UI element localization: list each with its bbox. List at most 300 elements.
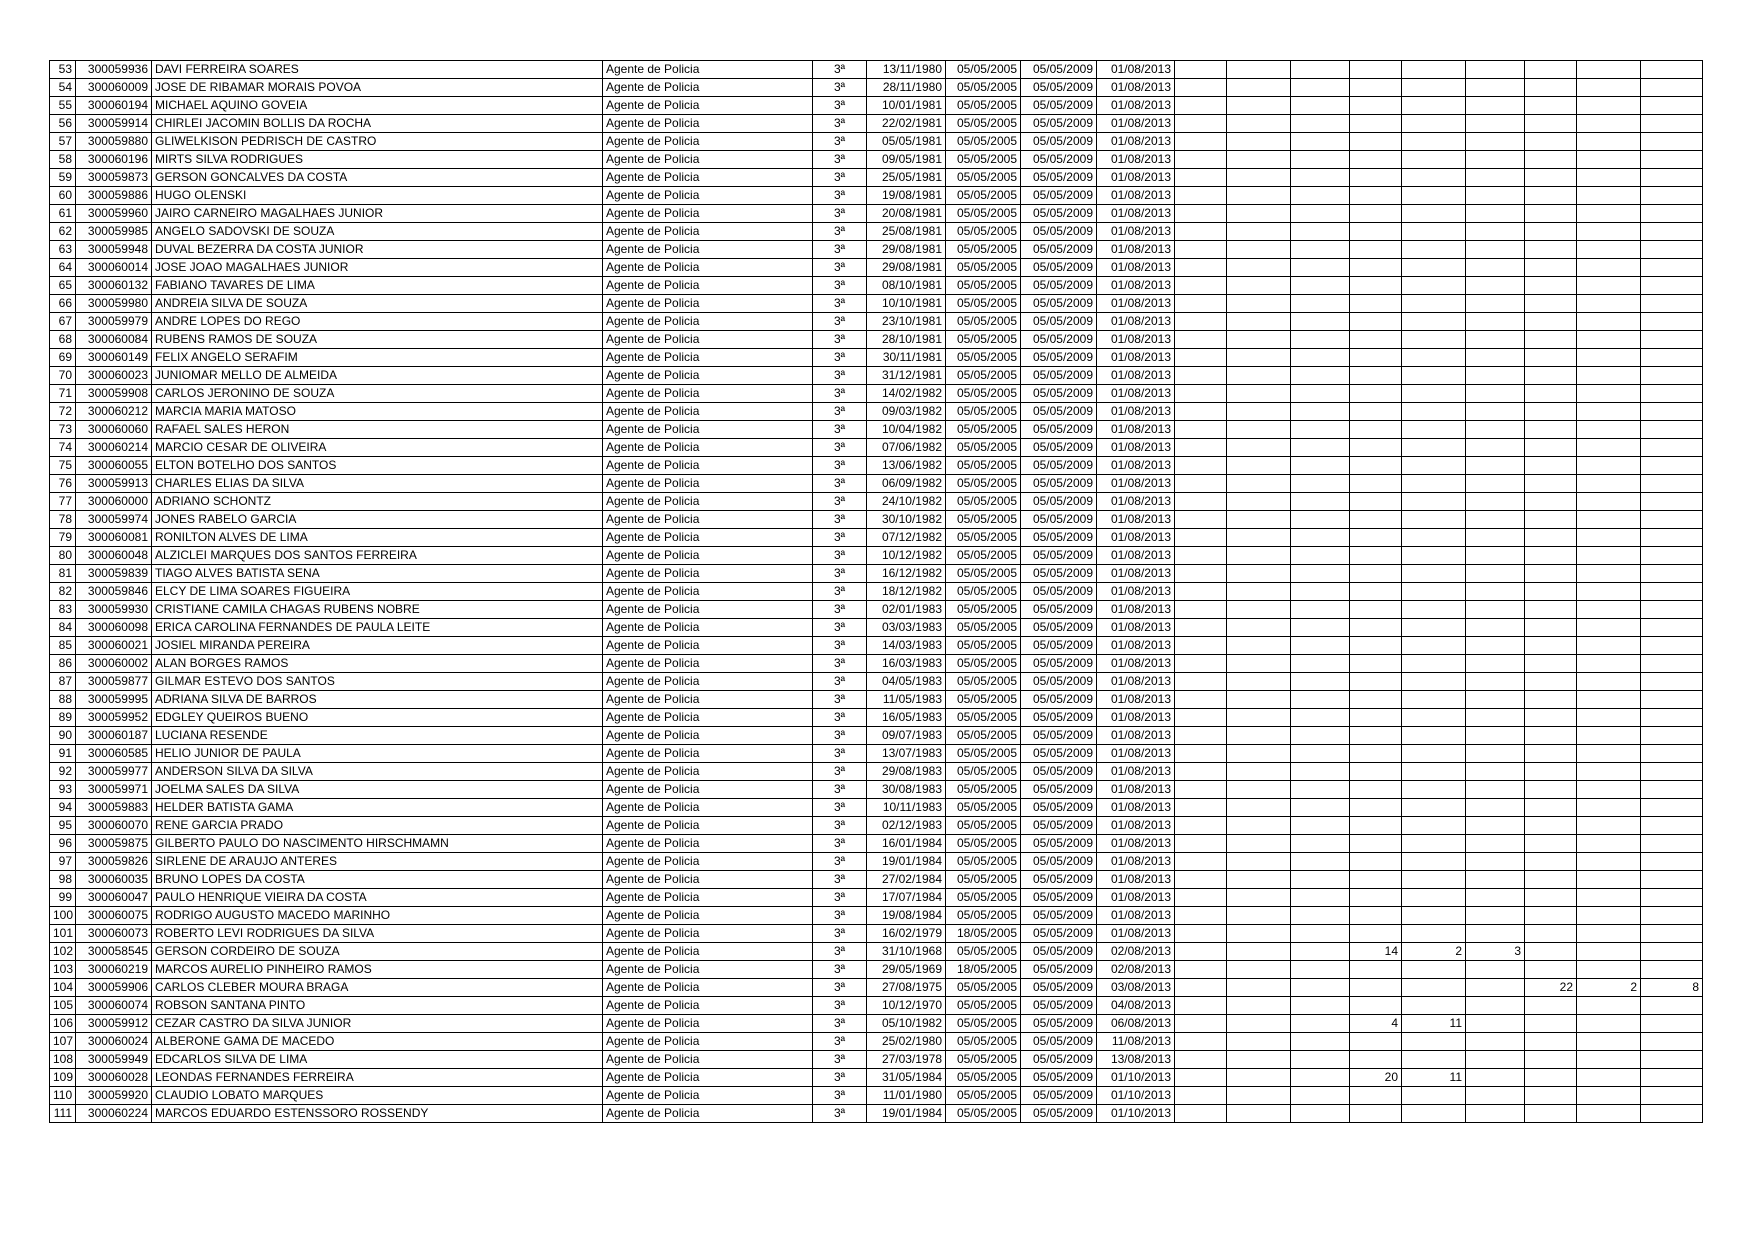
position-cell: Agente de Policia	[603, 853, 813, 871]
extra-col-8-cell	[1577, 223, 1641, 241]
registration-number-cell: 300059880	[76, 133, 152, 151]
registration-number-cell: 300058545	[76, 943, 152, 961]
position-cell: Agente de Policia	[603, 313, 813, 331]
extra-col-4-cell	[1350, 1051, 1402, 1069]
extra-col-6-cell	[1466, 781, 1525, 799]
class-cell: 3ª	[813, 133, 867, 151]
extra-col-9-cell	[1641, 61, 1703, 79]
date-2009-cell: 05/05/2009	[1021, 565, 1097, 583]
extra-col-8-cell	[1577, 1051, 1641, 1069]
extra-col-7-cell	[1525, 511, 1577, 529]
date-2013-cell: 01/10/2013	[1097, 1069, 1175, 1087]
extra-col-3-cell	[1291, 763, 1350, 781]
admission-date-cell: 05/05/2005	[946, 529, 1021, 547]
class-cell: 3ª	[813, 637, 867, 655]
extra-col-8-cell	[1577, 313, 1641, 331]
extra-col-1-cell	[1175, 889, 1227, 907]
employee-name-cell: CEZAR CASTRO DA SILVA JUNIOR	[152, 1015, 603, 1033]
registration-number-cell: 300059949	[76, 1051, 152, 1069]
extra-col-9-cell	[1641, 925, 1703, 943]
extra-col-8-cell	[1577, 763, 1641, 781]
extra-col-4-cell	[1350, 133, 1402, 151]
registration-number-cell: 300060047	[76, 889, 152, 907]
date-2009-cell: 05/05/2009	[1021, 691, 1097, 709]
row-number-cell: 69	[50, 349, 76, 367]
employee-name-cell: DAVI FERREIRA SOARES	[152, 61, 603, 79]
date-2009-cell: 05/05/2009	[1021, 907, 1097, 925]
extra-col-8-cell	[1577, 637, 1641, 655]
birth-date-cell: 09/07/1983	[867, 727, 946, 745]
extra-col-1-cell	[1175, 475, 1227, 493]
extra-col-7-cell	[1525, 133, 1577, 151]
extra-col-6-cell	[1466, 709, 1525, 727]
date-2009-cell: 05/05/2009	[1021, 619, 1097, 637]
row-number-cell: 90	[50, 727, 76, 745]
extra-col-8-cell	[1577, 241, 1641, 259]
date-2013-cell: 01/08/2013	[1097, 385, 1175, 403]
extra-col-8-cell	[1577, 745, 1641, 763]
extra-col-4-cell	[1350, 979, 1402, 997]
admission-date-cell: 05/05/2005	[946, 457, 1021, 475]
birth-date-cell: 19/08/1984	[867, 907, 946, 925]
table-row	[50, 745, 1703, 763]
extra-col-3-cell	[1291, 403, 1350, 421]
table-row	[50, 655, 1703, 673]
extra-col-2-cell	[1227, 349, 1291, 367]
row-number-cell: 101	[50, 925, 76, 943]
position-cell: Agente de Policia	[603, 241, 813, 259]
extra-col-4-cell	[1350, 277, 1402, 295]
date-2013-cell: 01/08/2013	[1097, 313, 1175, 331]
registration-number-cell: 300059914	[76, 115, 152, 133]
extra-col-1-cell	[1175, 313, 1227, 331]
extra-col-8-cell	[1577, 1033, 1641, 1051]
date-2013-cell: 01/08/2013	[1097, 853, 1175, 871]
class-cell: 3ª	[813, 115, 867, 133]
extra-col-8-cell	[1577, 943, 1641, 961]
extra-col-4-cell	[1350, 421, 1402, 439]
extra-col-1-cell	[1175, 565, 1227, 583]
class-cell: 3ª	[813, 97, 867, 115]
extra-col-5-cell	[1402, 709, 1466, 727]
extra-col-2-cell	[1227, 889, 1291, 907]
class-cell: 3ª	[813, 259, 867, 277]
employee-name-cell: ALAN BORGES RAMOS	[152, 655, 603, 673]
table-row	[50, 187, 1703, 205]
registration-number-cell: 300059839	[76, 565, 152, 583]
extra-col-4-cell	[1350, 259, 1402, 277]
admission-date-cell: 05/05/2005	[946, 835, 1021, 853]
extra-col-5-cell	[1402, 1033, 1466, 1051]
admission-date-cell: 05/05/2005	[946, 1033, 1021, 1051]
extra-col-7-cell	[1525, 1015, 1577, 1033]
position-cell: Agente de Policia	[603, 169, 813, 187]
extra-col-6-cell	[1466, 259, 1525, 277]
position-cell: Agente de Policia	[603, 925, 813, 943]
class-cell: 3ª	[813, 745, 867, 763]
extra-col-4-cell	[1350, 97, 1402, 115]
date-2009-cell: 05/05/2009	[1021, 151, 1097, 169]
table-row	[50, 331, 1703, 349]
admission-date-cell: 05/05/2005	[946, 97, 1021, 115]
extra-col-4-cell	[1350, 1033, 1402, 1051]
registration-number-cell: 300059906	[76, 979, 152, 997]
date-2009-cell: 05/05/2009	[1021, 421, 1097, 439]
extra-col-9-cell	[1641, 331, 1703, 349]
extra-col-4-cell	[1350, 781, 1402, 799]
extra-col-6-cell	[1466, 727, 1525, 745]
date-2009-cell: 05/05/2009	[1021, 61, 1097, 79]
extra-col-7-cell	[1525, 295, 1577, 313]
table-row	[50, 169, 1703, 187]
position-cell: Agente de Policia	[603, 529, 813, 547]
class-cell: 3ª	[813, 511, 867, 529]
date-2013-cell: 01/08/2013	[1097, 367, 1175, 385]
admission-date-cell: 05/05/2005	[946, 853, 1021, 871]
extra-col-7-cell	[1525, 169, 1577, 187]
extra-col-2-cell	[1227, 169, 1291, 187]
class-cell: 3ª	[813, 925, 867, 943]
table-row	[50, 313, 1703, 331]
extra-col-2-cell	[1227, 79, 1291, 97]
table-row	[50, 457, 1703, 475]
birth-date-cell: 31/05/1984	[867, 1069, 946, 1087]
extra-col-5-cell	[1402, 835, 1466, 853]
extra-col-5-cell	[1402, 871, 1466, 889]
extra-col-9-cell	[1641, 529, 1703, 547]
extra-col-1-cell	[1175, 1069, 1227, 1087]
admission-date-cell: 05/05/2005	[946, 943, 1021, 961]
extra-col-7-cell	[1525, 583, 1577, 601]
extra-col-9-cell	[1641, 151, 1703, 169]
position-cell: Agente de Policia	[603, 385, 813, 403]
extra-col-7-cell	[1525, 745, 1577, 763]
date-2009-cell: 05/05/2009	[1021, 763, 1097, 781]
table-row	[50, 1087, 1703, 1105]
employee-name-cell: MARCIO CESAR DE OLIVEIRA	[152, 439, 603, 457]
employee-name-cell: JOSIEL MIRANDA PEREIRA	[152, 637, 603, 655]
extra-col-7-cell	[1525, 457, 1577, 475]
extra-col-1-cell	[1175, 331, 1227, 349]
extra-col-4-cell	[1350, 907, 1402, 925]
extra-col-8-cell	[1577, 61, 1641, 79]
date-2009-cell: 05/05/2009	[1021, 637, 1097, 655]
extra-col-2-cell	[1227, 601, 1291, 619]
admission-date-cell: 05/05/2005	[946, 727, 1021, 745]
extra-col-7-cell	[1525, 637, 1577, 655]
extra-col-3-cell	[1291, 601, 1350, 619]
row-number-cell: 100	[50, 907, 76, 925]
date-2009-cell: 05/05/2009	[1021, 349, 1097, 367]
registration-number-cell: 300060212	[76, 403, 152, 421]
date-2009-cell: 05/05/2009	[1021, 385, 1097, 403]
admission-date-cell: 05/05/2005	[946, 997, 1021, 1015]
class-cell: 3ª	[813, 295, 867, 313]
table-row	[50, 817, 1703, 835]
date-2013-cell: 01/08/2013	[1097, 727, 1175, 745]
birth-date-cell: 28/10/1981	[867, 331, 946, 349]
extra-col-7-cell	[1525, 367, 1577, 385]
extra-col-1-cell	[1175, 241, 1227, 259]
position-cell: Agente de Policia	[603, 133, 813, 151]
class-cell: 3ª	[813, 241, 867, 259]
class-cell: 3ª	[813, 457, 867, 475]
admission-date-cell: 05/05/2005	[946, 763, 1021, 781]
date-2009-cell: 05/05/2009	[1021, 475, 1097, 493]
position-cell: Agente de Policia	[603, 889, 813, 907]
date-2013-cell: 01/08/2013	[1097, 781, 1175, 799]
extra-col-8-cell	[1577, 997, 1641, 1015]
extra-col-9-cell	[1641, 1069, 1703, 1087]
extra-col-6-cell	[1466, 529, 1525, 547]
admission-date-cell: 05/05/2005	[946, 781, 1021, 799]
date-2013-cell: 01/08/2013	[1097, 223, 1175, 241]
position-cell: Agente de Policia	[603, 511, 813, 529]
extra-col-9-cell	[1641, 619, 1703, 637]
birth-date-cell: 29/08/1981	[867, 241, 946, 259]
extra-col-2-cell	[1227, 853, 1291, 871]
employee-name-cell: RUBENS RAMOS DE SOUZA	[152, 331, 603, 349]
extra-col-5-cell	[1402, 331, 1466, 349]
registration-number-cell: 300060023	[76, 367, 152, 385]
admission-date-cell: 05/05/2005	[946, 1051, 1021, 1069]
registration-number-cell: 300060149	[76, 349, 152, 367]
extra-col-2-cell	[1227, 547, 1291, 565]
class-cell: 3ª	[813, 349, 867, 367]
registration-number-cell: 300059936	[76, 61, 152, 79]
extra-col-2-cell	[1227, 241, 1291, 259]
class-cell: 3ª	[813, 403, 867, 421]
extra-col-4-cell	[1350, 187, 1402, 205]
extra-col-1-cell	[1175, 799, 1227, 817]
extra-col-6-cell	[1466, 673, 1525, 691]
birth-date-cell: 04/05/1983	[867, 673, 946, 691]
extra-col-2-cell	[1227, 277, 1291, 295]
class-cell: 3ª	[813, 673, 867, 691]
extra-col-9-cell	[1641, 871, 1703, 889]
extra-col-5-cell	[1402, 655, 1466, 673]
extra-col-2-cell	[1227, 619, 1291, 637]
employee-name-cell: CARLOS CLEBER MOURA BRAGA	[152, 979, 603, 997]
birth-date-cell: 19/08/1981	[867, 187, 946, 205]
class-cell: 3ª	[813, 493, 867, 511]
extra-col-6-cell	[1466, 439, 1525, 457]
employee-name-cell: JOSE JOAO MAGALHAES JUNIOR	[152, 259, 603, 277]
admission-date-cell: 05/05/2005	[946, 907, 1021, 925]
registration-number-cell: 300060024	[76, 1033, 152, 1051]
position-cell: Agente de Policia	[603, 331, 813, 349]
date-2009-cell: 05/05/2009	[1021, 1015, 1097, 1033]
extra-col-3-cell	[1291, 889, 1350, 907]
date-2009-cell: 05/05/2009	[1021, 781, 1097, 799]
extra-col-3-cell	[1291, 925, 1350, 943]
employee-name-cell: JAIRO CARNEIRO MAGALHAES JUNIOR	[152, 205, 603, 223]
extra-col-9-cell	[1641, 673, 1703, 691]
date-2013-cell: 01/08/2013	[1097, 907, 1175, 925]
class-cell: 3ª	[813, 547, 867, 565]
extra-col-8-cell	[1577, 853, 1641, 871]
extra-col-4-cell	[1350, 961, 1402, 979]
extra-col-5-cell	[1402, 169, 1466, 187]
extra-col-1-cell	[1175, 457, 1227, 475]
extra-col-9-cell	[1641, 313, 1703, 331]
admission-date-cell: 05/05/2005	[946, 133, 1021, 151]
registration-number-cell: 300059877	[76, 673, 152, 691]
extra-col-5-cell	[1402, 205, 1466, 223]
date-2013-cell: 01/08/2013	[1097, 421, 1175, 439]
extra-col-5-cell	[1402, 151, 1466, 169]
extra-col-3-cell	[1291, 1015, 1350, 1033]
extra-col-5-cell: 11	[1402, 1069, 1466, 1087]
row-number-cell: 88	[50, 691, 76, 709]
extra-col-8-cell	[1577, 601, 1641, 619]
table-row	[50, 673, 1703, 691]
extra-col-9-cell	[1641, 853, 1703, 871]
date-2013-cell: 01/08/2013	[1097, 709, 1175, 727]
position-cell: Agente de Policia	[603, 61, 813, 79]
extra-col-9-cell	[1641, 259, 1703, 277]
extra-col-2-cell	[1227, 97, 1291, 115]
extra-col-8-cell	[1577, 529, 1641, 547]
extra-col-6-cell	[1466, 133, 1525, 151]
row-number-cell: 95	[50, 817, 76, 835]
date-2013-cell: 01/08/2013	[1097, 493, 1175, 511]
extra-col-7-cell	[1525, 835, 1577, 853]
row-number-cell: 71	[50, 385, 76, 403]
extra-col-3-cell	[1291, 979, 1350, 997]
extra-col-8-cell	[1577, 565, 1641, 583]
extra-col-2-cell	[1227, 925, 1291, 943]
position-cell: Agente de Policia	[603, 349, 813, 367]
registration-number-cell: 300059971	[76, 781, 152, 799]
class-cell: 3ª	[813, 151, 867, 169]
birth-date-cell: 10/01/1981	[867, 97, 946, 115]
birth-date-cell: 22/02/1981	[867, 115, 946, 133]
extra-col-5-cell	[1402, 97, 1466, 115]
extra-col-7-cell	[1525, 313, 1577, 331]
extra-col-3-cell	[1291, 619, 1350, 637]
position-cell: Agente de Policia	[603, 673, 813, 691]
admission-date-cell: 05/05/2005	[946, 745, 1021, 763]
employee-name-cell: JOSE DE RIBAMAR MORAIS POVOA	[152, 79, 603, 97]
extra-col-7-cell	[1525, 655, 1577, 673]
extra-col-6-cell	[1466, 97, 1525, 115]
extra-col-8-cell	[1577, 619, 1641, 637]
extra-col-6-cell	[1466, 565, 1525, 583]
position-cell: Agente de Policia	[603, 1087, 813, 1105]
extra-col-8-cell	[1577, 421, 1641, 439]
employee-name-cell: ELCY DE LIMA SOARES FIGUEIRA	[152, 583, 603, 601]
extra-col-7-cell	[1525, 1051, 1577, 1069]
extra-col-9-cell	[1641, 583, 1703, 601]
registration-number-cell: 300060035	[76, 871, 152, 889]
extra-col-7-cell	[1525, 421, 1577, 439]
extra-col-1-cell	[1175, 277, 1227, 295]
date-2013-cell: 01/08/2013	[1097, 799, 1175, 817]
extra-col-1-cell	[1175, 151, 1227, 169]
extra-col-9-cell	[1641, 781, 1703, 799]
employee-name-cell: ROBERTO LEVI RODRIGUES DA SILVA	[152, 925, 603, 943]
date-2009-cell: 05/05/2009	[1021, 1033, 1097, 1051]
employee-name-cell: SIRLENE DE ARAUJO ANTERES	[152, 853, 603, 871]
extra-col-6-cell	[1466, 583, 1525, 601]
employee-name-cell: HUGO OLENSKI	[152, 187, 603, 205]
extra-col-4-cell	[1350, 655, 1402, 673]
extra-col-3-cell	[1291, 439, 1350, 457]
employee-name-cell: RONILTON ALVES DE LIMA	[152, 529, 603, 547]
row-number-cell: 109	[50, 1069, 76, 1087]
extra-col-9-cell	[1641, 403, 1703, 421]
admission-date-cell: 05/05/2005	[946, 889, 1021, 907]
extra-col-5-cell	[1402, 493, 1466, 511]
employee-name-cell: LEONDAS FERNANDES FERREIRA	[152, 1069, 603, 1087]
extra-col-2-cell	[1227, 313, 1291, 331]
extra-col-7-cell	[1525, 349, 1577, 367]
date-2013-cell: 01/08/2013	[1097, 259, 1175, 277]
employee-name-cell: FELIX ANGELO SERAFIM	[152, 349, 603, 367]
date-2009-cell: 05/05/2009	[1021, 187, 1097, 205]
date-2009-cell: 05/05/2009	[1021, 673, 1097, 691]
row-number-cell: 83	[50, 601, 76, 619]
date-2013-cell: 01/08/2013	[1097, 151, 1175, 169]
position-cell: Agente de Policia	[603, 691, 813, 709]
employee-name-cell: MARCOS EDUARDO ESTENSSORO ROSSENDY	[152, 1105, 603, 1123]
class-cell: 3ª	[813, 187, 867, 205]
extra-col-3-cell	[1291, 835, 1350, 853]
registration-number-cell: 300059995	[76, 691, 152, 709]
extra-col-1-cell	[1175, 979, 1227, 997]
position-cell: Agente de Policia	[603, 871, 813, 889]
extra-col-9-cell	[1641, 817, 1703, 835]
table-row	[50, 781, 1703, 799]
extra-col-2-cell	[1227, 421, 1291, 439]
position-cell: Agente de Policia	[603, 151, 813, 169]
extra-col-6-cell	[1466, 1051, 1525, 1069]
extra-col-2-cell	[1227, 817, 1291, 835]
admission-date-cell: 05/05/2005	[946, 331, 1021, 349]
birth-date-cell: 19/01/1984	[867, 853, 946, 871]
extra-col-7-cell	[1525, 871, 1577, 889]
extra-col-1-cell	[1175, 187, 1227, 205]
position-cell: Agente de Policia	[603, 961, 813, 979]
registration-number-cell: 300059985	[76, 223, 152, 241]
extra-col-7-cell	[1525, 727, 1577, 745]
date-2013-cell: 01/08/2013	[1097, 511, 1175, 529]
date-2013-cell: 01/08/2013	[1097, 871, 1175, 889]
date-2009-cell: 05/05/2009	[1021, 367, 1097, 385]
date-2013-cell: 01/08/2013	[1097, 817, 1175, 835]
extra-col-1-cell	[1175, 115, 1227, 133]
class-cell: 3ª	[813, 565, 867, 583]
extra-col-3-cell	[1291, 223, 1350, 241]
date-2009-cell: 05/05/2009	[1021, 961, 1097, 979]
extra-col-6-cell	[1466, 295, 1525, 313]
extra-col-4-cell	[1350, 835, 1402, 853]
date-2009-cell: 05/05/2009	[1021, 601, 1097, 619]
date-2009-cell: 05/05/2009	[1021, 727, 1097, 745]
extra-col-4-cell	[1350, 619, 1402, 637]
employee-name-cell: PAULO HENRIQUE VIEIRA DA COSTA	[152, 889, 603, 907]
extra-col-3-cell	[1291, 709, 1350, 727]
extra-col-8-cell	[1577, 187, 1641, 205]
extra-col-9-cell	[1641, 493, 1703, 511]
row-number-cell: 53	[50, 61, 76, 79]
admission-date-cell: 05/05/2005	[946, 493, 1021, 511]
row-number-cell: 106	[50, 1015, 76, 1033]
row-number-cell: 57	[50, 133, 76, 151]
extra-col-7-cell	[1525, 241, 1577, 259]
employee-name-cell: MARCIA MARIA MATOSO	[152, 403, 603, 421]
